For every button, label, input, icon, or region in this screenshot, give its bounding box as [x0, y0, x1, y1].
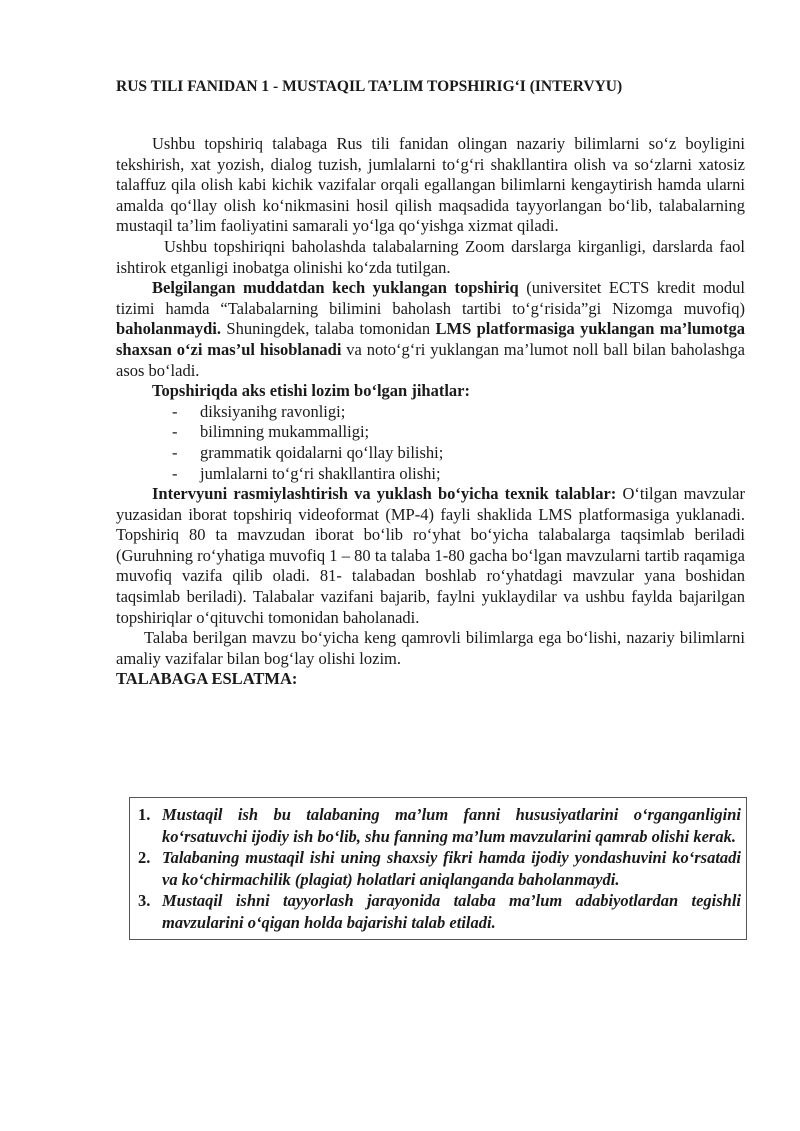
reminder-item	[138, 804, 741, 847]
reminder-list	[138, 804, 741, 933]
intro-paragraph: Ushbu topshiriq talabaga Rus tili fanidan olingan nazariy bilimlarni so‘z boyligini tekshirish, xat yozish, dialog tuzish, jumlalarni to‘g‘ri shakllantira olish va so‘zlarni xatosiz talaffuz qila olish kabi kichik vazifalar orqali egallangan bilimlarni kengaytirish hamda ularni amalda qo‘llay olish ko‘nikmasini hosil qilish maqsadida tayyorlangan bo‘lib, talabalarning mustaqil ta’lim faoliyatini samarali yo‘lga qo‘yishga xizmat qiladi.	[116, 134, 745, 236]
lms-responsibility-bold: LMS platformasiga yuklangan ma’lumotga shaxsan o‘zi mas’ul hisoblanadi	[116, 319, 746, 359]
aspect-item: - bilimning mukammalligi;	[172, 422, 745, 443]
technical-requirements-text: O‘tilgan mavzular yuzasidan iborat topshiriq videoformat (MP-4) fayli shaklida LMS platformasiga yuklanadi. Topshiriq 80 ta mavzudan iborat bo‘lib ro‘yhat bo‘yicha talabalarga taqsimlab beriladi (Guruhning ro‘yhatiga muvofiq 1 – 80 ta talaba 1-80 gacha bo‘lgan mavzularni tartib raqamiga muvofiq vazifa qilib oladi. 81- talabadan boshlab ro‘yhatdagi mavzular yana boshidan taqsimlab beriladi). Talabalar vazifani bajarib, faylni yuklaydilar va ushbu faylda bajarilgan topshiriqlar o‘qituvchi tomonidan baholanadi.	[116, 484, 745, 627]
aspect-item: - diksiyanihg ravonligi;	[172, 402, 745, 423]
reminder-item	[138, 847, 741, 890]
knowledge-paragraph: Talaba berilgan mavzu bo‘yicha keng qamrovli bilimlarga ega bo‘lishi, nazariy bilimlarni amaliy vazifalar bilan bog‘lay olishi lozim.	[116, 628, 745, 668]
technical-requirements-heading: Intervyuni rasmiylashtirish va yuklash bo‘yicha texnik talablar:	[152, 484, 617, 504]
reminder-number: 2.	[138, 848, 151, 867]
reminder-number: 3.	[138, 891, 151, 910]
reminder-text: Mustaqil ishni tayyorlash jarayonida talaba ma’lum adabiyotlardan tegishli mavzularini o‘qigan holda bajarishi talab etiladi.	[162, 891, 741, 932]
not-graded-bold: baholanmaydi.	[116, 319, 221, 339]
reminder-heading: TALABAGA ESLATMA:	[116, 669, 298, 689]
page-title: RUS TILI FANIDAN 1 - MUSTAQIL TA’LIM TOPSHIRIG‘I (INTERVYU)	[116, 78, 623, 95]
aspects-list	[116, 402, 745, 484]
deadline-text-2: Shuningdek, talaba tomonidan	[221, 319, 436, 339]
deadline-text-3: va noto‘g‘ri yuklangan ma’lumot noll ball bilan baholashga asos bo‘ladi.	[116, 339, 745, 380]
evaluation-paragraph: Ushbu topshiriqni baholashda talabalarning Zoom darslarga kirganligi, darslarda faol ishtirok etganligi inobatga olinishi ko‘zda tutilgan.	[116, 236, 745, 277]
reminder-item	[138, 890, 741, 933]
deadline-paragraph	[116, 278, 745, 381]
reminder-text: Mustaqil ish bu talabaning ma’lum fanni hususiyatlarini o‘rganganligini ko‘rsatuvchi ijodiy ish bo‘lib, shu fanning ma’lum mavzularini qamrab olishi kerak.	[162, 805, 741, 846]
technical-requirements-paragraph	[116, 484, 745, 628]
deadline-text: (universitet ECTS kredit modul tizimi hamda “Talabalarning bilimini baholash tartibi to‘g‘risida”gi Nizomga muvofiq)	[116, 278, 745, 318]
aspect-item: - jumlalarni to‘g‘ri shakllantira olishi;	[172, 464, 745, 485]
deadline-bold: Belgilangan muddatdan kech yuklangan topshiriq	[152, 278, 519, 298]
reminder-box	[129, 797, 747, 940]
reminder-text: Talabaning mustaqil ishi uning shaxsiy fikri hamda ijodiy yondashuvini ko‘rsatadi va ko‘chirmachilik (plagiat) holatlari aniqlanganda baholanmaydi.	[162, 848, 741, 889]
aspect-item: - grammatik qoidalarni qo‘llay bilishi;	[172, 443, 745, 464]
reminder-number: 1.	[138, 805, 151, 824]
aspects-heading: Topshiriqda aks etishi lozim bo‘lgan jihatlar:	[152, 381, 470, 401]
document-body	[116, 134, 745, 690]
